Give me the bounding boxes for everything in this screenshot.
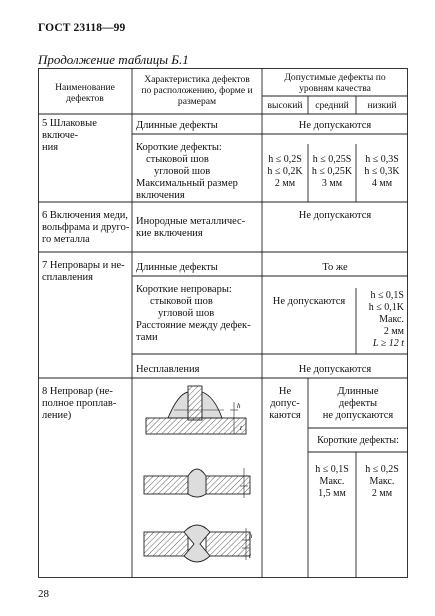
sketch1-dim-h: h [237, 402, 241, 410]
fillet-joint-sketch [146, 386, 246, 434]
row5-medium: h ≤ 0,25S h ≤ 0,25K 3 мм [311, 154, 353, 189]
row5-high: h ≤ 0,2S h ≤ 0,2K 2 мм [267, 154, 303, 189]
row8-low: h ≤ 0,2S Макс. 2 мм [365, 464, 399, 499]
row7-name: 7 Непровары и не- сплавления [42, 260, 125, 283]
butt-joint-sketch [144, 468, 250, 498]
header-allowed-defects: Допустимые дефекты по уровням качества [284, 72, 386, 94]
sketch3-dim-h: h [249, 532, 253, 540]
row7-long-label: Длинные дефекты [136, 262, 218, 273]
table-caption: Продолжение таблицы Б.1 [38, 52, 189, 67]
row6-value: Не допускаются [298, 210, 372, 221]
header-level-high: высокий [267, 100, 303, 111]
row7-short-label: Короткие непровары: стыковой шов угловой шов Расстояние между дефек- тами [136, 284, 251, 343]
sketch1-dim-t: t [240, 424, 242, 432]
incomplete-penetration-sketches [134, 382, 260, 576]
header-characteristics: Характеристика дефектов по расположению, форме и размерам [141, 74, 253, 107]
double-butt-joint-sketch [144, 525, 250, 562]
sketch3-dim-t: t [249, 552, 251, 560]
defects-table [38, 68, 408, 578]
row8-name: 8 Непровар (не- полное проплав- ление) [42, 386, 117, 421]
row7-fusion-label: Несплавления [136, 364, 200, 375]
row7-fusion-value: Не допускаются [298, 364, 372, 375]
row5-long-value: Не допускаются [298, 120, 372, 131]
page-number: 28 [38, 588, 49, 600]
header-level-medium: средний [315, 100, 349, 111]
row5-name: 5 Шлаковые включе- ния [42, 118, 97, 153]
row7-low: h ≤ 0,1S h ≤ 0,1K Макс. 2 мм L ≥ 12 t [368, 290, 404, 349]
row7-long-value: То же [322, 262, 348, 273]
row5-long-label: Длинные дефекты [136, 120, 218, 131]
row7-high-medium: Не допускаются [272, 296, 346, 307]
row6-name: 6 Включения меди, вольфрама и друго- го металла [42, 210, 130, 245]
row8-long-value: Длинные дефекты не допускаются [322, 386, 394, 421]
row8-short-label: Короткие дефекты: [317, 435, 399, 446]
row6-desc: Инородные металличес- кие включения [136, 216, 246, 239]
row8-medium: h ≤ 0,1S Макс. 1,5 мм [315, 464, 349, 499]
standard-title: ГОСТ 23118—99 [38, 22, 126, 34]
row5-low: h ≤ 0,3S h ≤ 0,3K 4 мм [364, 154, 400, 189]
row5-short-label: Короткие дефекты: стыковой шов угловой шов Максимальный размер включения [136, 142, 238, 201]
row8-high: Не допус- каются [269, 386, 301, 421]
header-level-low: низкий [367, 100, 397, 111]
header-defect-name: Наименование дефектов [55, 82, 115, 104]
